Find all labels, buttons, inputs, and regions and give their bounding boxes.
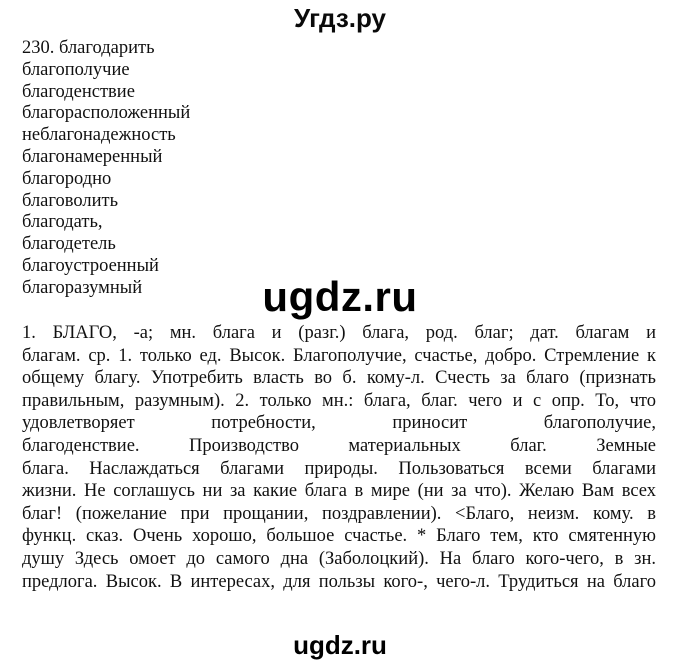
site-title: Угдз.ру <box>294 3 386 33</box>
definition-line: благам. ср. 1. только ед. Высок. Благополучие, счастье, добро. Стремление к <box>22 345 656 366</box>
definition-line: благоденствие. Производство материальных благ. Земные <box>22 435 656 456</box>
definition-line: благ! (пожелание при прощании, поздравлении). <Благо, неизм. кому. в <box>22 503 656 524</box>
watermark-bottom: ugdz.ru <box>293 630 387 660</box>
word-item: благоденствие <box>22 81 135 102</box>
definition-line: душу Здесь омоет до самого дна (Заболоцкий). На благо кого-чего, в зн. <box>22 548 656 569</box>
definition-line: предлога. Высок. В интересах, для пользы кого-, чего-л. Трудиться на благо <box>22 571 656 592</box>
word-item: благоразумный <box>22 277 143 298</box>
word-item: 230. благодарить <box>22 38 155 58</box>
word-item: благодать, <box>22 212 103 233</box>
word-item: неблагонадежность <box>22 125 176 146</box>
definition-line: блага. Наслаждаться благами природы. Пользоваться всеми благами <box>22 458 656 479</box>
word-item: благоустроенный <box>22 255 159 276</box>
definition-line: удовлетворяет потребности, приносит благополучие, <box>22 413 656 434</box>
exercise-word-list <box>22 38 190 300</box>
definition-line: 1. БЛАГО, -а; мн. блага и (разг.) блага, род. благ; дат. благам и <box>22 323 656 343</box>
word-item: благонамеренный <box>22 146 163 167</box>
definition-line: общему благу. Употребить власть во б. кому-л. Счесть за благо (признать <box>22 368 656 389</box>
word-item: благоволить <box>22 190 119 211</box>
definition-line: жизни. Не соглашусь ни за какие блага в мире (ни за что). Желаю Вам всех <box>22 481 656 502</box>
word-item: благорасположенный <box>22 103 191 124</box>
word-item: благодетель <box>22 234 116 255</box>
word-item: благополучие <box>22 59 130 80</box>
dictionary-definition <box>22 322 656 593</box>
word-item: благородно <box>22 168 112 189</box>
definition-line: правильным, разумным). 2. только мн.: блага, благ. чего и с опр. То, что <box>22 390 656 411</box>
definition-line: функц. сказ. Очень хорошо, большое счастье. * Благо тем, кто смятенную <box>22 526 656 547</box>
watermark-middle: ugdz.ru <box>262 273 418 320</box>
